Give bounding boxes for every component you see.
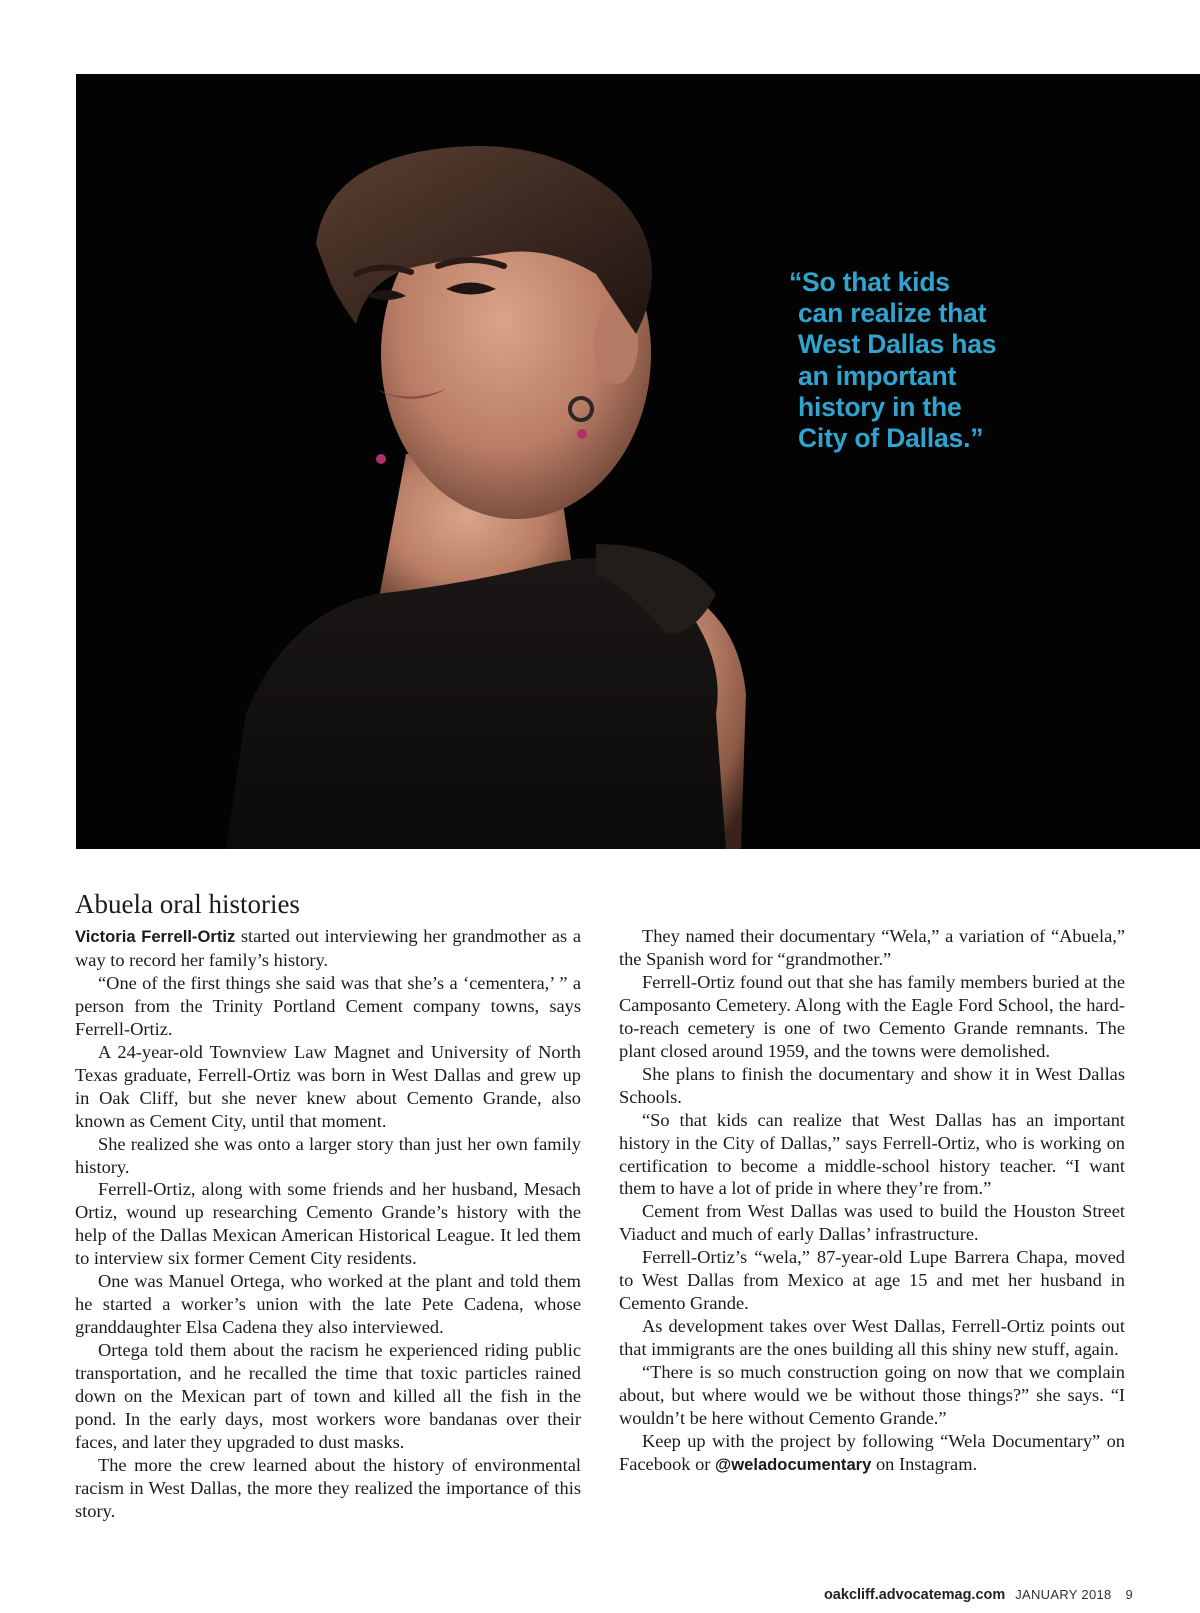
closing-paragraph (619, 1430, 1125, 1477)
article-paragraph: She plans to finish the documentary and show it in West Dallas Schools. (619, 1063, 1125, 1107)
article-heading: Abuela oral histories (75, 889, 300, 919)
article-column-right (619, 925, 1125, 1477)
instagram-handle: @weladocumentary (715, 1454, 872, 1474)
article-paragraph: They named their documentary “Wela,” a variation of “Abuela,” the Spanish word for “grandmother.” (619, 926, 1125, 969)
article-paragraph: “So that kids can realize that West Dallas has an important history in the City of Dallas,” says Ferrell-Ortiz, who is working on certification to become a middle-school history teacher. “I want them to have a lot of pride in where they’re from.” (619, 1109, 1125, 1199)
page-footer (824, 1587, 1133, 1603)
article-paragraph: Ferrell-Ortiz found out that she has family members buried at the Camposanto Cemetery. Along with the Eagle Ford School, the hard-to-reach cemetery is one of two Cemento Grande remnants. The plant closed around 1959, and the towns were demolished. (619, 971, 1125, 1061)
article-paragraph: Cement from West Dallas was used to build the Houston Street Viaduct and much of early Dallas’ infrastructure. (619, 1201, 1125, 1245)
pull-quote-line: “So that kids (789, 267, 950, 297)
article-paragraph: “There is so much construction going on now that we complain about, but where would we be without those things?” she says. “I wouldn’t be here without Cemento Grande.” (619, 1362, 1125, 1429)
lead-name: Victoria Ferrell-Ortiz (75, 927, 236, 946)
pull-quote-line: an important (798, 360, 957, 391)
article-paragraph: As development takes over West Dallas, Ferrell-Ortiz points out that immigrants are the ones building all this shiny new stuff, again. (619, 1316, 1125, 1360)
article-paragraph: Ortega told them about the racism he experienced riding public transportation, and he recalled the time that toxic particles rained down on the Mexican part of town and killed all the fish in the pond. In the early days, most workers wore bandanas over their faces, and later they upgraded to dust masks. (75, 1340, 581, 1452)
article-paragraph: The more the crew learned about the history of environmental racism in West Dallas, the more they realized the importance of this story. (75, 1454, 581, 1521)
pull-quote-line: history in the (798, 391, 962, 422)
article-paragraph: “One of the first things she said was that she’s a ‘cementera,’ ” a person from the Trinity Portland Cement company towns, says Ferrell-Ortiz. (75, 972, 581, 1039)
article-paragraph: She realized she was onto a larger story than just her own family history. (75, 1133, 581, 1177)
pull-quote-line: West Dallas has (798, 329, 997, 360)
portrait-photo (76, 74, 1200, 849)
closing-text-end: on Instagram. (871, 1453, 978, 1474)
article-paragraph: Ferrell-Ortiz, along with some friends and her husband, Mesach Ortiz, wound up researching Cemento Grande’s history with the help of the Dallas Mexican American Historical League. It led them to interview six former Cement City residents. (75, 1179, 581, 1269)
page-number: 9 (1125, 1587, 1133, 1602)
article-paragraph (75, 925, 581, 972)
article-paragraph: A 24-year-old Townview Law Magnet and University of North Texas graduate, Ferrell-Ortiz was born in West Dallas and grew up in Oak Cliff, but she never knew about Cemento Grande, also known as Cement City, until that moment. (75, 1041, 581, 1131)
pull-quote-line: City of Dallas.” (798, 423, 984, 454)
pull-quote (789, 267, 1089, 454)
lead-text: started out interviewing her grandmother as a way to record her family’s history. (75, 926, 581, 970)
pull-quote-line: can realize that (798, 298, 987, 329)
footer-site: oakcliff.advocatemag.com (823, 1587, 1006, 1603)
article-column-left (75, 925, 581, 1523)
article-paragraph: One was Manuel Ortega, who worked at the plant and told them he started a worker’s union with the late Pete Cadena, whose granddaughter Elsa Cadena they also interviewed. (75, 1271, 581, 1338)
article-paragraph: Ferrell-Ortiz’s “wela,” 87-year-old Lupe Barrera Chapa, moved to West Dallas from Mexico at age 15 and met her husband in Cemento Grande. (619, 1247, 1125, 1314)
portrait-illustration (76, 74, 1200, 849)
footer-issue: JANUARY 2018 (1015, 1587, 1112, 1602)
closing-text: Keep up with the project by following “Wela Documentary” on Facebook or (619, 1430, 1125, 1474)
